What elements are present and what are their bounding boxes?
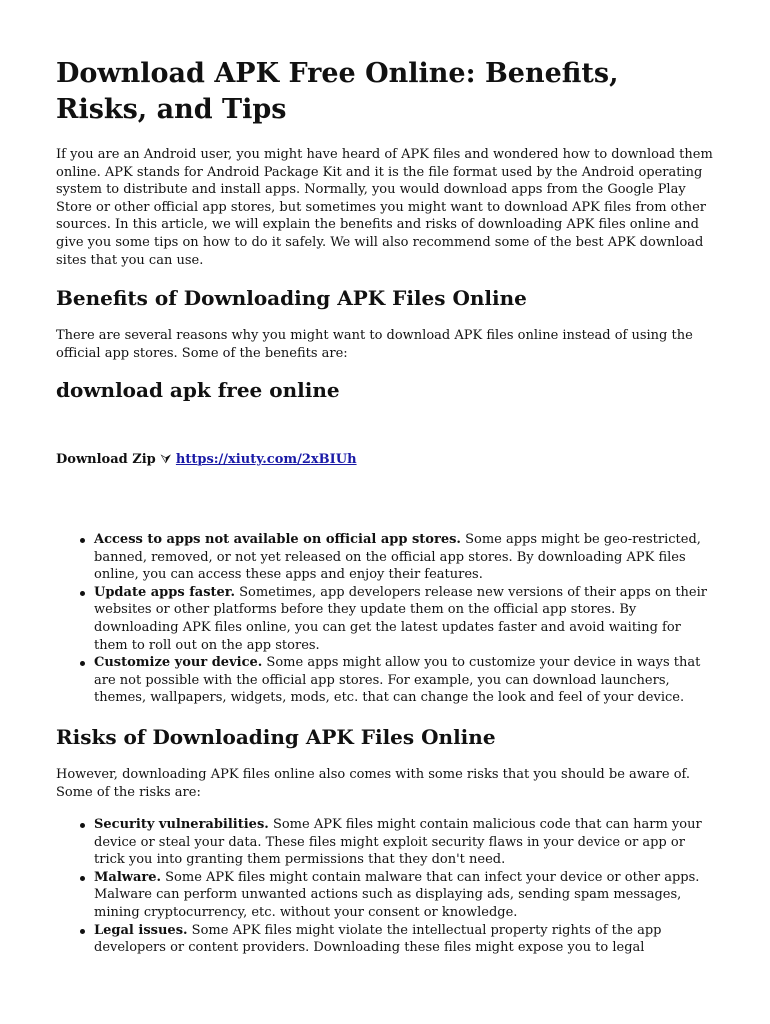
list-item-term: Security vulnerabilities. xyxy=(94,817,269,832)
bullet-icon xyxy=(80,661,85,666)
benefits-heading: Benefits of Downloading APK Files Online xyxy=(56,286,527,310)
list-item xyxy=(94,531,714,584)
list-item-text: Some APK files might contain malware that can infect your device or other apps. Malware can perform unwanted actions such as displaying ads, sending spam messages, mining cryptocurrency, etc. without your consent or knowledge. xyxy=(94,869,700,920)
bullet-icon xyxy=(80,876,85,881)
list-item-text: Sometimes, app developers release new versions of their apps on their websites or other platforms before they update them on the official app stores. By downloading APK files online, you can get the latest updates faster and avoid waiting for them to roll out on the app stores. xyxy=(94,584,707,653)
download-label: Download Zip xyxy=(56,452,156,467)
list-item xyxy=(94,654,714,707)
list-item-term: Access to apps not available on official app stores. xyxy=(94,532,461,547)
list-item-term: Legal issues. xyxy=(94,922,188,938)
list-item-text: Some apps might be geo-restricted, banned, removed, or not yet released on the official app stores. By downloading APK files online, you can access these apps and enjoy their features. xyxy=(94,532,701,583)
list-item-term: Customize your device. xyxy=(94,655,263,671)
benefits-lead: There are several reasons why you might want to download APK files online instead of using the official app stores. Some of the benefits are: xyxy=(56,328,693,361)
list-item-term: Update apps faster. xyxy=(94,584,235,600)
list-item-text: Some apps might allow you to customize your device in ways that are not possible with the official app stores. For example, you can download launchers, themes, wallpapers, widgets, mods, etc. that can change the look and feel of your device. xyxy=(94,655,701,706)
download-link[interactable]: https://xiuty.com/2xBIUh xyxy=(175,452,357,467)
intro-paragraph: If you are an Android user, you might have heard of APK files and wondered how to download them online. APK stands for Android Package Kit and it is the file format used by the Android operating system to distribute and install apps. Normally, you would download apps from the Google Play Store or other official app stores, but sometimes you might want to download APK files from other sources. In this article, we will explain the benefits and risks of downloading APK files online and give you some tips on how to do it safely. We will also recommend some of the best APK download sites that you can use. xyxy=(56,147,713,268)
bullet-icon xyxy=(80,591,85,596)
list-item-text: Some APK files might violate the intellectual property rights of the app developers or content providers. Downloading these files might expose you to legal xyxy=(94,922,662,956)
risks-lead: However, downloading APK files online also comes with some risks that you should be aware of. Some of the risks are: xyxy=(56,767,690,800)
list-item xyxy=(94,869,714,922)
download-line xyxy=(56,451,357,469)
risks-list xyxy=(56,816,714,957)
bullet-icon xyxy=(80,929,85,934)
bullet-icon xyxy=(80,538,85,543)
list-item xyxy=(94,816,714,869)
list-item-term: Malware. xyxy=(94,869,162,885)
risks-heading: Risks of Downloading APK Files Online xyxy=(56,725,496,749)
page-title: Download APK Free Online: Benefits, Risks, and Tips xyxy=(56,58,619,125)
bullet-icon xyxy=(80,823,85,828)
list-item xyxy=(94,584,714,654)
list-item xyxy=(94,922,714,957)
keyword-heading: download apk free online xyxy=(56,378,340,402)
download-arrow-icon: ⮛ xyxy=(160,452,172,467)
list-item-text: Some APK files might contain malicious code that can harm your device or steal your data. These files might exploit security flaws in your device or app or trick you into granting them permissions that they don't need. xyxy=(94,817,702,868)
benefits-list xyxy=(56,531,714,707)
